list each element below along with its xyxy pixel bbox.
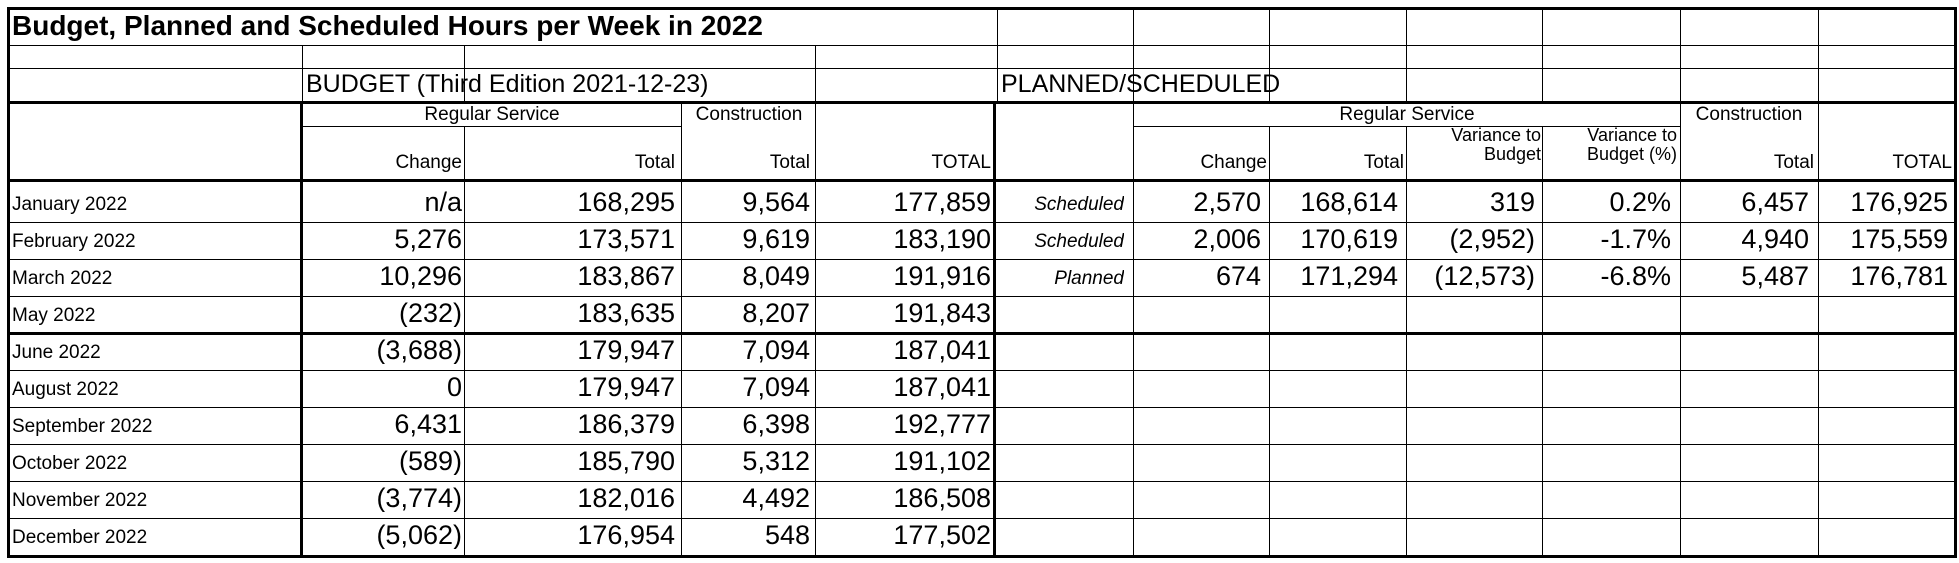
planned-construction-total-cell: 6,457 xyxy=(1741,189,1809,216)
budget-grand-total-cell: 177,502 xyxy=(893,522,991,549)
planned-change-cell: 674 xyxy=(1215,263,1261,290)
month-cell: December 2022 xyxy=(12,528,148,547)
grid-line-horizontal xyxy=(9,45,1954,46)
planned-variance-pct-header xyxy=(1543,126,1677,172)
budget-change-cell: (232) xyxy=(398,300,462,327)
planned-variance-header-line2: Budget xyxy=(1483,144,1541,165)
budget-grand-total-cell: 177,859 xyxy=(893,189,991,216)
grid-line-vertical xyxy=(1818,101,1819,179)
planned-construction-total-cell: 4,940 xyxy=(1741,226,1809,253)
budget-regular-total-cell: 183,867 xyxy=(577,263,675,290)
planned-variance-pct-header-line2: Budget (%) xyxy=(1586,144,1677,165)
budget-construction-total-cell: 9,564 xyxy=(742,189,810,216)
planned-grand-total-header: TOTAL xyxy=(1892,153,1952,172)
grid-line-horizontal xyxy=(9,518,1954,519)
budget-regular-total-cell: 185,790 xyxy=(577,448,675,475)
budget-regular-total-cell: 182,016 xyxy=(577,485,675,512)
budget-grand-total-cell: 186,508 xyxy=(893,485,991,512)
budget-change-header: Change xyxy=(395,153,462,172)
month-cell: November 2022 xyxy=(12,491,148,510)
grid-line-vertical xyxy=(997,9,998,101)
month-cell: March 2022 xyxy=(12,269,113,288)
border-line-vertical xyxy=(7,7,10,558)
month-cell: June 2022 xyxy=(12,343,101,362)
planned-section-label: PLANNED/SCHEDULED xyxy=(1001,72,1281,98)
budget-regular-total-cell: 179,947 xyxy=(577,337,675,364)
planned-change-header: Change xyxy=(1200,153,1267,172)
border-line-vertical xyxy=(993,101,996,557)
budget-change-cell: (5,062) xyxy=(376,522,462,549)
grid-line-vertical xyxy=(815,182,816,555)
row-type-cell: Scheduled xyxy=(1034,195,1124,214)
grid-line-horizontal xyxy=(9,481,1954,482)
planned-grand-total-cell: 176,781 xyxy=(1850,263,1948,290)
grid-line-vertical xyxy=(1542,9,1543,101)
budget-construction-header: Construction xyxy=(695,105,803,124)
budget-construction-total-header: Total xyxy=(769,153,810,172)
grid-line-horizontal xyxy=(9,370,1954,371)
budget-regular-service-header: Regular Service xyxy=(424,105,560,124)
budget-grand-total-cell: 191,916 xyxy=(893,263,991,290)
planned-change-cell: 2,570 xyxy=(1193,189,1261,216)
month-cell: February 2022 xyxy=(12,232,136,251)
grid-line-horizontal xyxy=(9,222,1954,223)
grid-line-vertical xyxy=(815,101,816,179)
budget-regular-total-cell: 176,954 xyxy=(577,522,675,549)
budget-regular-total-cell: 168,295 xyxy=(577,189,675,216)
budget-grand-total-cell: 187,041 xyxy=(893,337,991,364)
grid-line-vertical xyxy=(1818,182,1819,555)
planned-variance-cell: (2,952) xyxy=(1449,226,1535,253)
budget-change-cell: 0 xyxy=(446,374,462,401)
grid-line-vertical xyxy=(1680,9,1681,101)
budget-construction-total-cell: 9,619 xyxy=(742,226,810,253)
budget-regular-total-cell: 179,947 xyxy=(577,374,675,401)
planned-construction-total-cell: 5,487 xyxy=(1741,263,1809,290)
budget-change-cell: 6,431 xyxy=(394,411,462,438)
grid-line-horizontal xyxy=(302,126,682,127)
planned-variance-pct-header-line1: Variance to xyxy=(1587,126,1677,145)
planned-regular-total-cell: 168,614 xyxy=(1300,189,1398,216)
planned-variance-header xyxy=(1407,126,1541,172)
planned-variance-cell: 319 xyxy=(1489,189,1535,216)
border-line-vertical xyxy=(1954,7,1957,558)
budget-construction-total-cell: 7,094 xyxy=(742,337,810,364)
month-cell: August 2022 xyxy=(12,380,119,399)
budget-grand-total-cell: 192,777 xyxy=(893,411,991,438)
budget-change-cell: n/a xyxy=(424,189,462,216)
month-cell: January 2022 xyxy=(12,195,128,214)
budget-construction-total-cell: 8,207 xyxy=(742,300,810,327)
planned-regular-total-cell: 171,294 xyxy=(1300,263,1398,290)
planned-regular-total-header: Total xyxy=(1363,153,1404,172)
budget-construction-total-cell: 5,312 xyxy=(742,448,810,475)
planned-variance-cell: (12,573) xyxy=(1434,263,1535,290)
planned-change-cell: 2,006 xyxy=(1193,226,1261,253)
budget-regular-total-header: Total xyxy=(634,153,675,172)
row-type-cell: Scheduled xyxy=(1034,232,1124,251)
planned-variance-pct-cell: 0.2% xyxy=(1609,189,1671,216)
sheet-title: Budget, Planned and Scheduled Hours per Week in 2022 xyxy=(12,12,763,41)
month-cell: September 2022 xyxy=(12,417,153,436)
planned-variance-pct-cell: -1.7% xyxy=(1600,226,1671,253)
grid-line-horizontal xyxy=(9,259,1954,260)
planned-grand-total-cell: 175,559 xyxy=(1850,226,1948,253)
budget-regular-total-cell: 186,379 xyxy=(577,411,675,438)
border-line-horizontal xyxy=(8,7,1956,10)
grid-line-vertical xyxy=(681,182,682,555)
planned-grand-total-cell: 176,925 xyxy=(1850,189,1948,216)
planned-variance-header-line1: Variance to xyxy=(1451,126,1541,145)
budget-construction-total-cell: 4,492 xyxy=(742,485,810,512)
budget-change-cell: (3,774) xyxy=(376,485,462,512)
budget-grand-total-header: TOTAL xyxy=(931,153,991,172)
row-type-cell: Planned xyxy=(1054,269,1124,288)
budget-section-label: BUDGET (Third Edition 2021-12-23) xyxy=(306,72,709,98)
month-cell: May 2022 xyxy=(12,306,96,325)
border-line-horizontal xyxy=(9,332,1954,335)
budget-change-cell: 10,296 xyxy=(379,263,462,290)
budget-change-cell: 5,276 xyxy=(394,226,462,253)
budget-regular-total-cell: 173,571 xyxy=(577,226,675,253)
grid-line-horizontal xyxy=(9,444,1954,445)
grid-line-horizontal xyxy=(9,407,1954,408)
budget-grand-total-cell: 183,190 xyxy=(893,226,991,253)
month-cell: October 2022 xyxy=(12,454,128,473)
budget-construction-total-cell: 7,094 xyxy=(742,374,810,401)
budget-construction-total-cell: 8,049 xyxy=(742,263,810,290)
grid-line-vertical xyxy=(302,45,303,101)
grid-line-horizontal xyxy=(9,68,1954,69)
budget-grand-total-cell: 187,041 xyxy=(893,374,991,401)
planned-variance-pct-cell: -6.8% xyxy=(1600,263,1671,290)
budget-construction-total-cell: 548 xyxy=(764,522,810,549)
planned-construction-total-header: Total xyxy=(1773,153,1814,172)
planned-regular-total-cell: 170,619 xyxy=(1300,226,1398,253)
grid-line-horizontal xyxy=(9,296,1954,297)
planned-construction-header: Construction xyxy=(1695,105,1803,124)
budget-grand-total-cell: 191,843 xyxy=(893,300,991,327)
budget-change-cell: (3,688) xyxy=(376,337,462,364)
planned-regular-service-header: Regular Service xyxy=(1339,105,1475,124)
budget-construction-total-cell: 6,398 xyxy=(742,411,810,438)
grid-line-vertical xyxy=(1406,9,1407,101)
budget-change-cell: (589) xyxy=(398,448,462,475)
budget-grand-total-cell: 191,102 xyxy=(893,448,991,475)
budget-regular-total-cell: 183,635 xyxy=(577,300,675,327)
grid-line-vertical xyxy=(1818,9,1819,101)
grid-line-vertical xyxy=(815,45,816,101)
